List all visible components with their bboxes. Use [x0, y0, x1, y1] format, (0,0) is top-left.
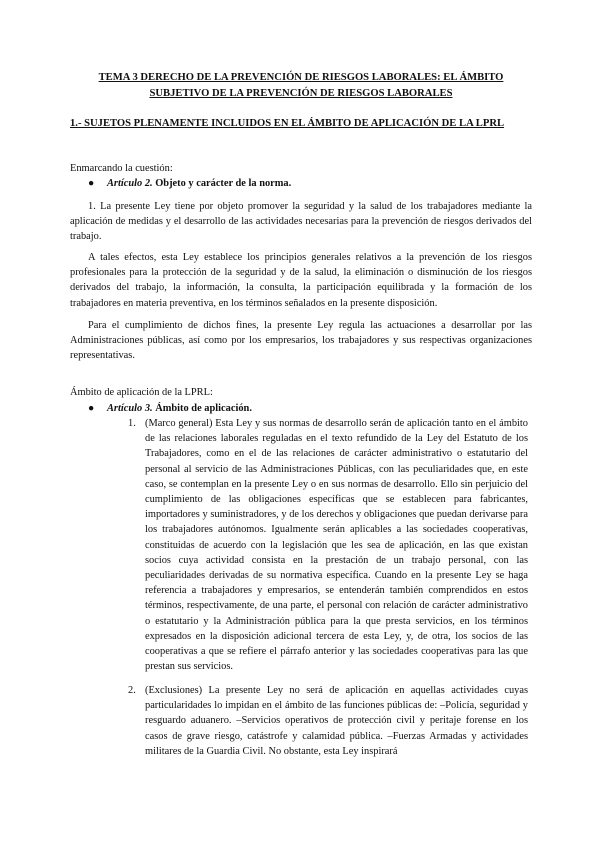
article-3-item: [128, 416, 528, 674]
bullet-icon: ●: [88, 403, 95, 414]
article-heading-text: Ámbito de aplicación.: [152, 403, 252, 414]
item-number: 2.: [128, 685, 136, 696]
item-text: (Marco general) Esta Ley y sus normas de desarrollo serán de aplicación tanto en el ámbito de las relaciones laborales reguladas en el texto refundido de la Ley del Estatuto de los Trabajadores, como en el de las relaciones de carácter administrativo o estatutario del personal al servicio de las Administraciones Públicas, con las peculiaridades que, en este caso, se contemplan en la presente Ley o en sus normas de desarrollo. Ello sin perjuicio del cumplimiento de las obligaciones específicas que se establecen para fabricantes, importadores y suministradores, y de los derechos y obligaciones que puedan derivarse para los trabajadores autónomos. Igualmente serán aplicables a las sociedades cooperativas, constituidas de acuerdo con la legislación que les sea de aplicación, en las que existan socios cuya actividad consista en la prestación de un trabajo personal, con las peculiaridades derivadas de su normativa específica. Cuando en la presente Ley se haga referencia a trabajadores y empresarios, se entenderán también comprendidos en estos términos, respectivamente, de una parte, el personal con relación de carácter administrativo o estatutario y la Administración pública para la que presta servicios, en los términos expresados en la disposición adicional tercera de esta Ley, y, de otra, los socios de las cooperativas a que se refiere el párrafo anterior y las sociedades cooperativas para las que prestan sus servicios.: [145, 418, 528, 673]
article-3-item: [128, 683, 528, 759]
article-heading-text: Objeto y carácter de la norma.: [152, 178, 292, 189]
section-heading: 1.- SUJETOS PLENAMENTE INCLUIDOS EN EL ÁMBITO DE APLICACIÓN DE LA LPRL: [70, 118, 505, 129]
bullet-icon: ●: [88, 178, 95, 189]
article-2-paragraph: A tales efectos, esta Ley establece los principios generales relativos a la prevención de los riesgos profesionales para la protección de la seguridad y de la salud, la eliminación o disminución de los riesgos derivados del trabajo, la información, la consulta, la participación equilibrada y la formación de los trabajadores en materia preventiva, en los términos señalados en la presente disposición.: [70, 252, 532, 309]
article-2-heading: [88, 176, 528, 191]
item-text: (Exclusiones) La presente Ley no será de aplicación en aquellas actividades cuyas particularidades lo impidan en el ámbito de las funciones públicas de: –Policía, seguridad y resguardo aduanero. –Servicios operativos de protección civil y peritaje forense en los casos de grave riesgo, catástrofe y calamidad pública. –Fuerzas Armadas y actividades militares de la Guardia Civil. No obstante, esta Ley inspirará: [145, 685, 528, 757]
article-2-paragraph: 1. La presente Ley tiene por objeto promover la seguridad y la salud de los trabajadores mediante la aplicación de medidas y el desarrollo de las actividades necesarias para la prevención de riesgos derivados del trabajo.: [70, 201, 532, 243]
article-3-heading: [88, 401, 528, 416]
article-2-paragraph: Para el cumplimiento de dichos fines, la presente Ley regula las actuaciones a desarrollar por las Administraciones públicas, así como por los empresarios, los trabajadores y sus respectivas organizaciones representativas.: [70, 320, 532, 362]
item-number: 1.: [128, 418, 136, 429]
document-title: TEMA 3 DERECHO DE LA PREVENCIÓN DE RIESGOS LABORALES: EL ÁMBITO SUBJETIVO DE LA PREVENCIÓN DE RIESGOS LABORALES: [98, 72, 504, 99]
framing-label: Enmarcando la cuestión:: [70, 163, 173, 174]
article-number: Artículo 3.: [107, 403, 153, 414]
article-number: Artículo 2.: [107, 178, 153, 189]
scope-label: Ámbito de aplicación de la LPRL:: [70, 387, 213, 398]
